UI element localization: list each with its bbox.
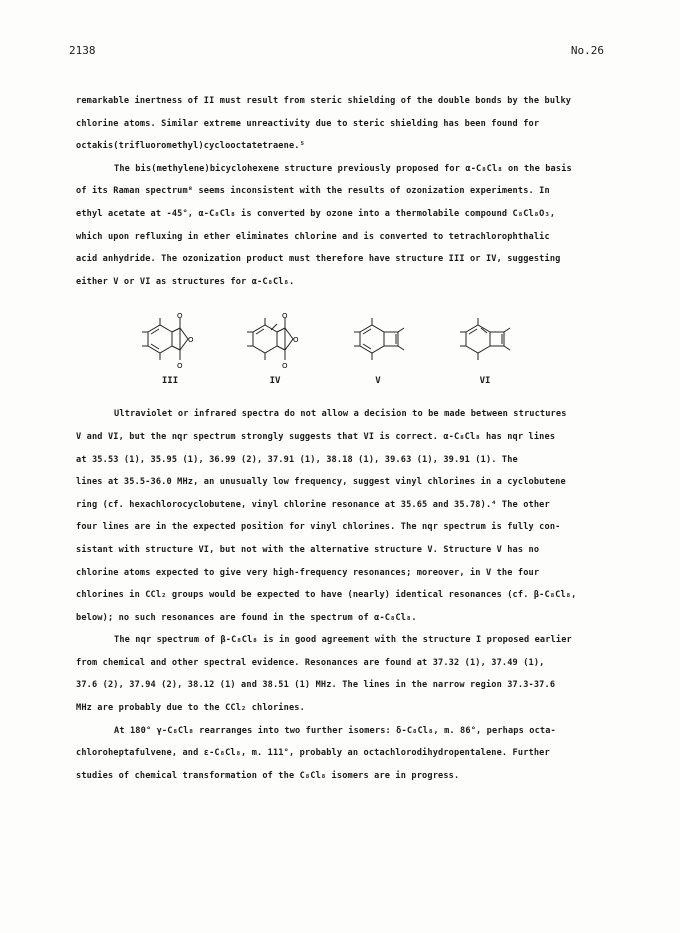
structure-VI-drawing [458, 312, 518, 372]
structure-IV [245, 312, 305, 376]
structure-III-label: III [161, 376, 179, 386]
paragraph-2: The bis(methylene)bicyclohexene structure previously proposed for α-C₈Cl₈ on the basis of its Raman spectrum⁸ seems inconsistent with the results of ozonization experiments. In ethyl acetate at -45°, α-C₈Cl₈ is converted by ozone into a thermolabile compound C₈Cl₈O₃, which upon refluxing in ether eliminates chlorine and is converted to tetrachlorophthalic acid anhydride. The ozonization product must therefore have structure III or IV, suggesting either V or VI as structures for α-C₈Cl₈. [76, 163, 572, 287]
svg-text:O: O [188, 336, 194, 344]
structure-III-drawing [140, 312, 200, 372]
issue-number: No.26 [570, 44, 604, 57]
svg-text:O: O [177, 362, 183, 370]
svg-text:O: O [282, 312, 288, 320]
page-number: 2138 [69, 44, 96, 57]
paragraph-1: remarkable inertness of II must result from steric shielding of the double bonds by the bulky chlorine atoms. Similar extreme unreactivity due to steric shielding has been found for octakis(trifluoromethyl)cyclooctatetraene.⁵ [76, 96, 572, 152]
structure-V-label: V [375, 376, 381, 386]
paragraph-4: The nqr spectrum of β-C₈Cl₈ is in good agreement with the structure I proposed earlier from chemical and other spectral evidence. Resonances are found at 37.32 (1), 37.49 (1), 37.6 (2), 37.94 (2), 38.12 (1) and 38.51 (1) MHz. The lines in the narrow region 37.3-37.6 MHz are probably due to the CCl₂ chlorines. [76, 635, 572, 714]
paragraph-5: At 180° γ-C₈Cl₈ rearranges into two further isomers: δ-C₈Cl₈, m. 86°, perhaps octa- chloroheptafulvene, and ε-C₈Cl₈, m. 111°, probably an octachlorodihydropentalene. Further studies of chemical transformation of the C₈Cl₈ isomers are in progress. [76, 725, 556, 781]
svg-text:O: O [293, 336, 299, 344]
structure-IV-drawing [245, 312, 305, 372]
structure-V [352, 312, 412, 376]
structure-figures [120, 312, 580, 386]
paragraph-3: Ultraviolet or infrared spectra do not allow a decision to be made between structures V and VI, but the nqr spectrum strongly suggests that VI is correct. α-C₈Cl₈ has nqr lines at 35.53 (1), 35.95 (1), 36.99 (2), 37.91 (1), 38.18 (1), 39.63 (1), 39.91 (1). The lines at 35.5-36.0 MHz, an unusually low frequency, suggest vinyl chlorines in a cyclobutene ring (cf. hexachlorocyclobutene, vinyl chlorine resonance at 35.65 and 35.78).⁴ The other four lines are in the expected position for vinyl chlorines. The nqr spectrum is fully con- sistant with structure VI, but not with the alternative structure V. Structure V has no chlorine atoms expected to give very high-frequency resonances; moreover, in V the four chlorines in CCl₂ groups would be expected to have (nearly) identical resonances (cf. β-C₈Cl₈, below); no such resonances are found in the spectrum of α-C₈Cl₈. [76, 409, 577, 623]
structure-V-drawing [352, 312, 412, 372]
structure-III [140, 312, 200, 376]
svg-text:O: O [177, 312, 183, 320]
structure-IV-label: IV [269, 376, 281, 386]
svg-text:O: O [282, 362, 288, 370]
structure-VI [458, 312, 518, 376]
structure-VI-label: VI [479, 376, 491, 386]
article-body [76, 90, 636, 787]
